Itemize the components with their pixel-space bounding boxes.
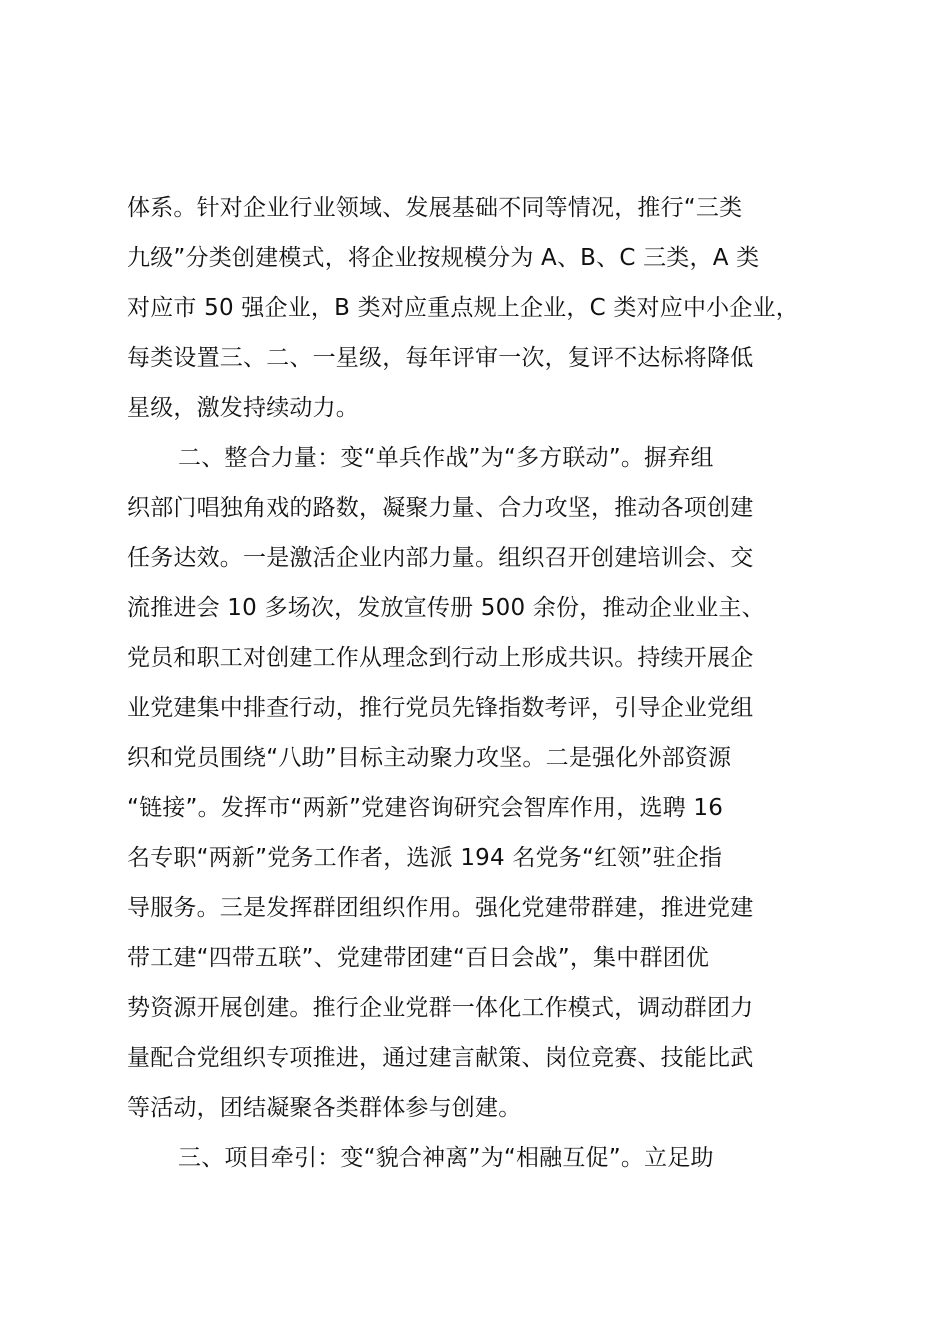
section-heading-line: 二、整合力量：变“单兵作战”为“多方联动”。摒弃组 <box>178 445 714 471</box>
text-line: 导服务。三是发挥群团组织作用。强化党建带群建，推进党建 <box>127 895 754 921</box>
text-line: 党员和职工对创建工作从理念到行动上形成共识。持续开展企 <box>127 645 754 671</box>
text-line: “链接”。发挥市“两新”党建咨询研究会智库作用，选聘 16 <box>127 795 724 821</box>
section-heading-line: 三、项目牵引：变“貌合神离”为“相融互促”。立足助 <box>178 1145 714 1171</box>
text-line: 织和党员围绕“八助”目标主动聚力攻坚。二是强化外部资源 <box>127 745 732 771</box>
text-line: 对应市 50 强企业，B 类对应重点规上企业，C 类对应中小企业， <box>127 295 799 321</box>
document-body <box>127 183 842 1183</box>
text-line: 体系。针对企业行业领域、发展基础不同等情况，推行“三类 <box>127 195 743 221</box>
text-line: 流推进会 10 多场次，发放宣传册 500 余份，推动企业业主、 <box>127 595 765 621</box>
text-line: 每类设置三、二、一星级，每年评审一次，复评不达标将降低 <box>127 345 754 371</box>
text-line: 任务达效。一是激活企业内部力量。组织召开创建培训会、交 <box>127 545 754 571</box>
text-line: 星级，激发持续动力。 <box>127 395 359 421</box>
text-line: 业党建集中排查行动，推行党员先锋指数考评，引导企业党组 <box>127 695 754 721</box>
text-line: 名专职“两新”党务工作者，选派 194 名党务“红领”驻企指 <box>127 845 723 871</box>
text-line: 九级”分类创建模式，将企业按规模分为 A、B、C 三类，A 类 <box>127 245 760 271</box>
text-line: 织部门唱独角戏的路数，凝聚力量、合力攻坚，推动各项创建 <box>127 495 754 521</box>
text-line: 等活动，团结凝聚各类群体参与创建。 <box>127 1095 522 1121</box>
text-line: 量配合党组织专项推进，通过建言献策、岗位竞赛、技能比武 <box>127 1045 754 1071</box>
text-line: 势资源开展创建。推行企业党群一体化工作模式，调动群团力 <box>127 995 754 1021</box>
text-line: 带工建“四带五联”、党建带团建“百日会战”，集中群团优 <box>127 945 710 971</box>
